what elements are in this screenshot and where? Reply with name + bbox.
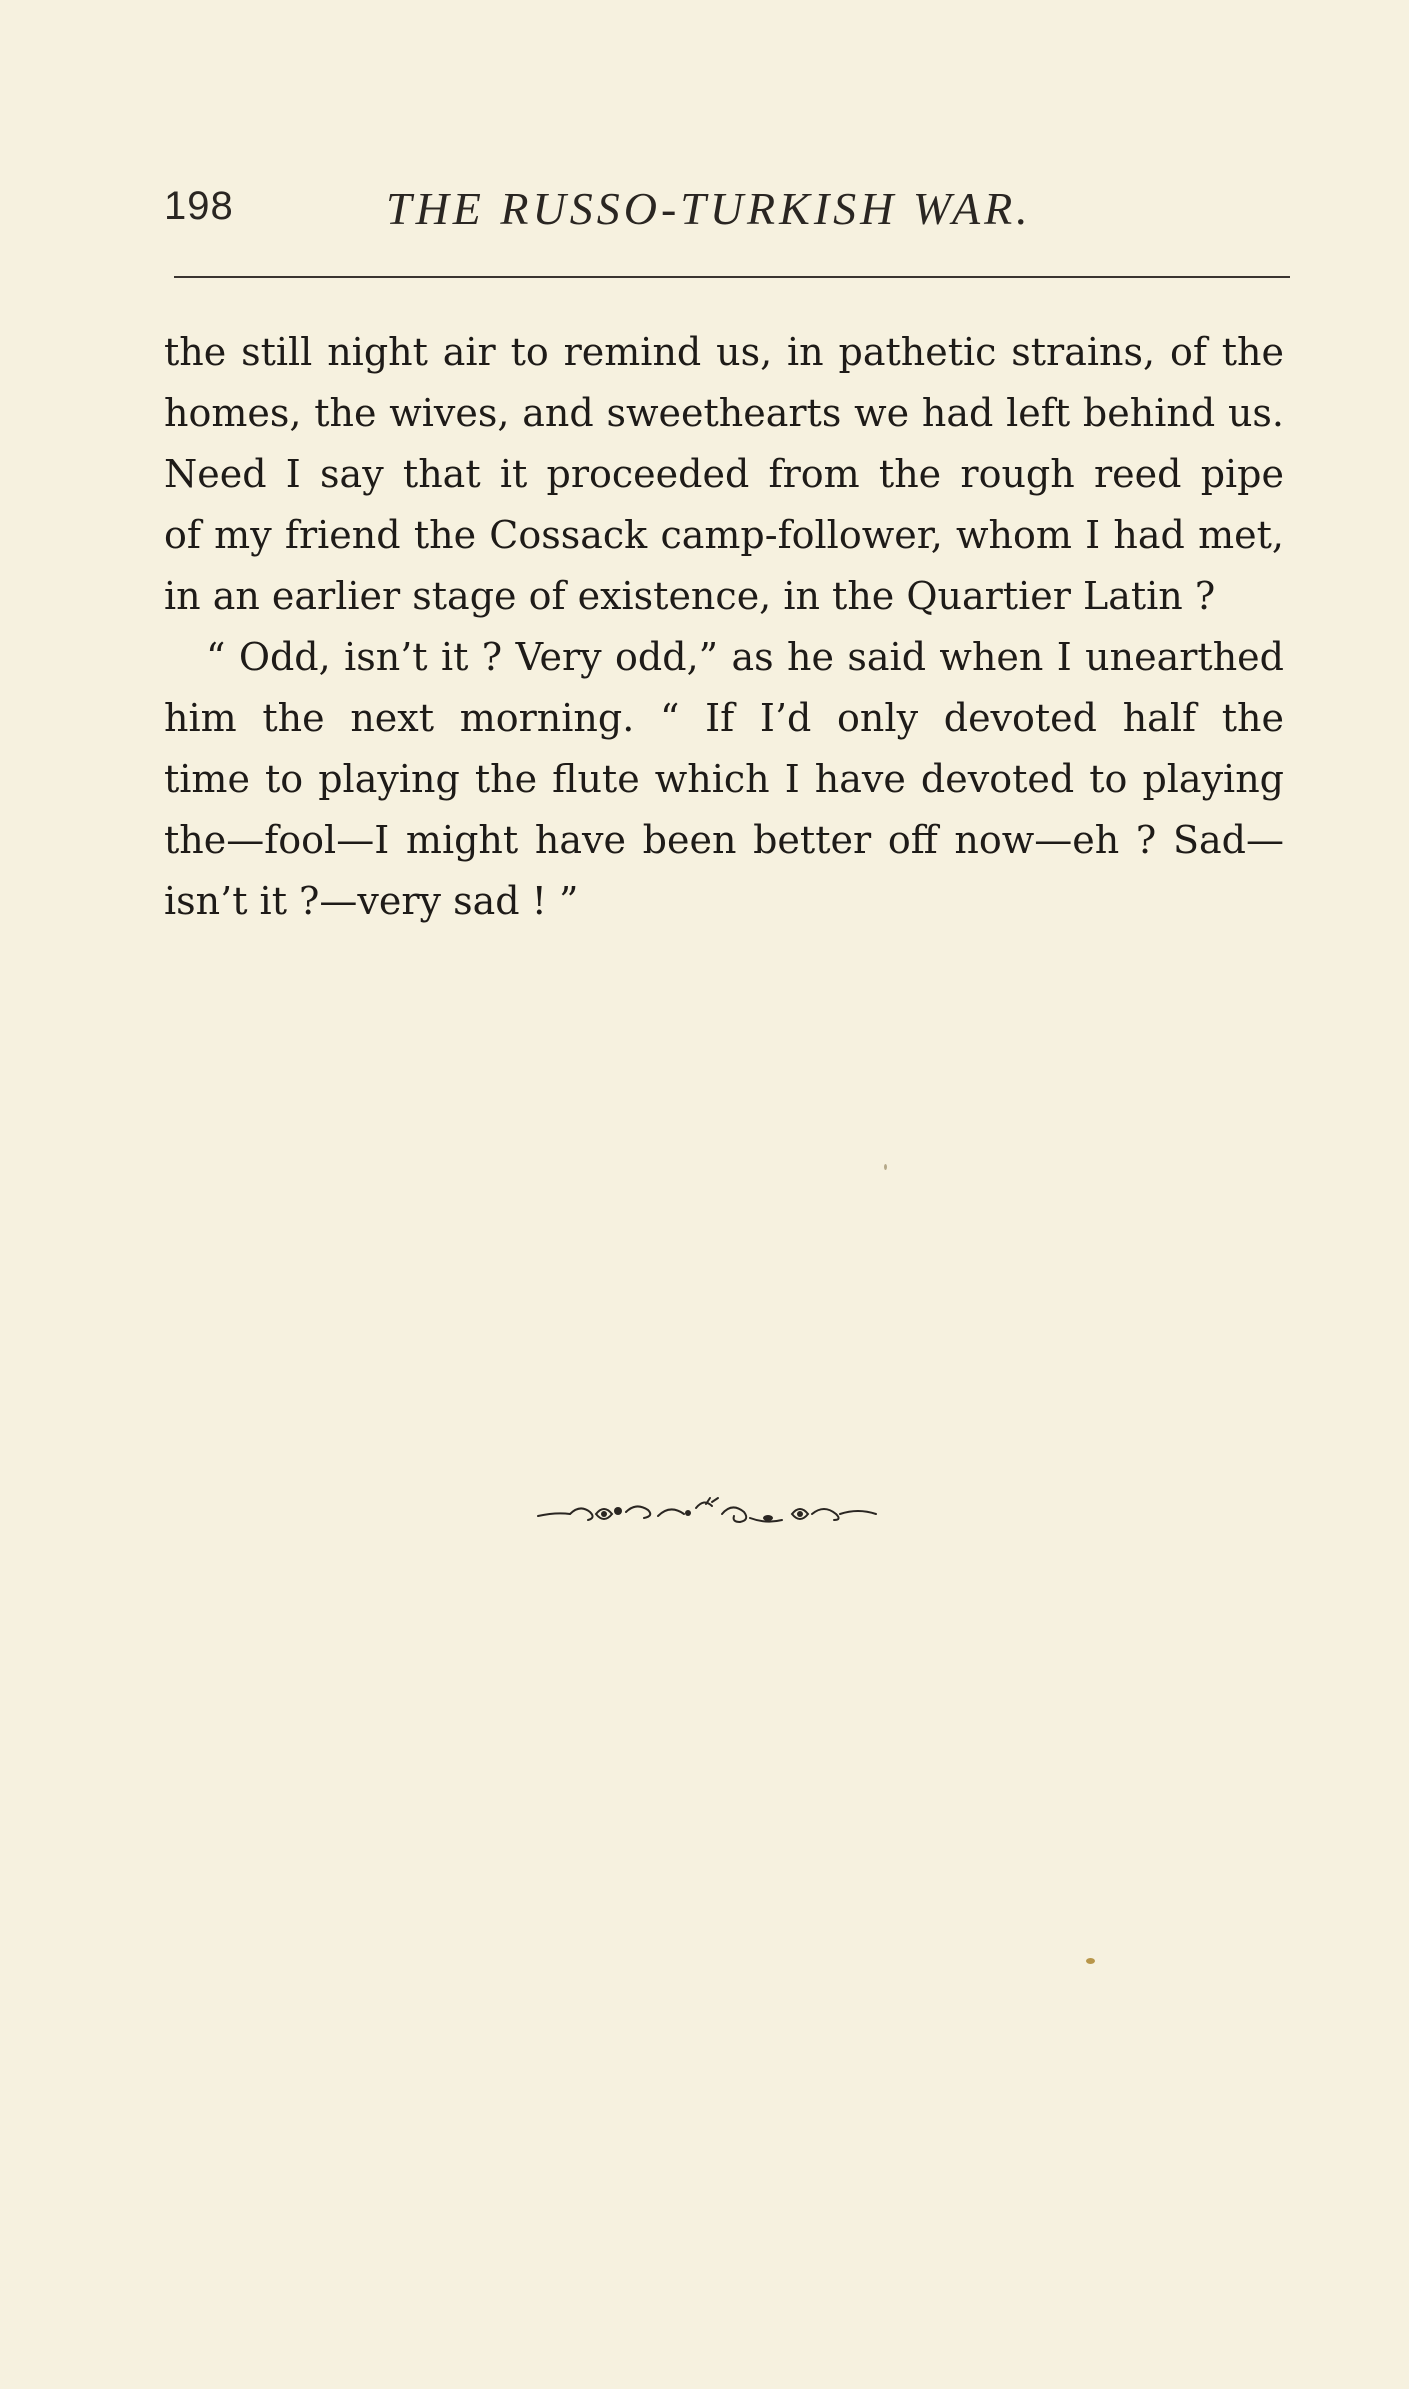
text-line: the—fool—I might have been better off now—eh ? Sad— — [164, 818, 1284, 862]
page-header — [164, 184, 1294, 244]
paragraph-2 — [164, 627, 1284, 932]
running-title: THE RUSSO-TURKISH WAR. — [386, 183, 1032, 234]
text-line: homes, the wives, and sweethearts we had left behind us. — [164, 391, 1284, 435]
text-line: the still night air to remind us, in pathetic strains, of the — [164, 330, 1284, 374]
tailpiece-flourish-icon — [536, 1494, 878, 1530]
body-text — [164, 322, 1284, 932]
text-line: Need I say that it proceeded from the rough reed pipe — [164, 452, 1284, 496]
paper-speck — [1086, 1958, 1095, 1964]
text-line: isn’t it ?—very sad ! ” — [164, 879, 579, 923]
text-line: him the next morning. “ If I’d only devoted half the — [164, 696, 1284, 740]
text-line: of my friend the Cossack camp-follower, whom I had met, — [164, 513, 1284, 557]
paragraph-1 — [164, 322, 1284, 627]
text-line: time to playing the flute which I have devoted to playing — [164, 757, 1284, 801]
text-line: in an earlier stage of existence, in the Quartier Latin ? — [164, 574, 1216, 618]
page-number: 198 — [164, 184, 234, 228]
paper-speck — [884, 1164, 887, 1170]
text-line: “ Odd, isn’t it ? Very odd,” as he said when I unearthed — [206, 635, 1284, 679]
header-rule — [174, 276, 1290, 278]
